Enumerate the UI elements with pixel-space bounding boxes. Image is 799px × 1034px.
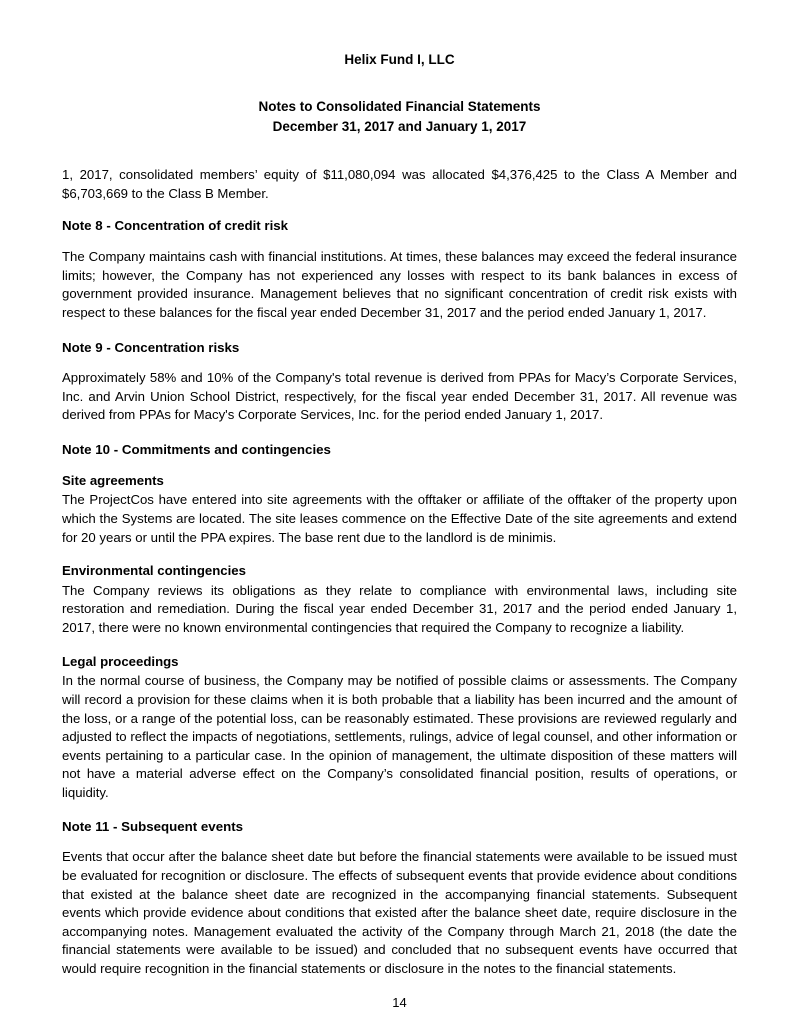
legal-proceedings-heading: Legal proceedings: [62, 653, 179, 669]
document-body: [62, 166, 737, 978]
note-10-site-agreements: [62, 472, 737, 547]
environmental-contingencies-paragraph: The Company reviews its obligations as they relate to compliance with environmental laws, including site restoration and remediation. During the fiscal year ended December 31, 2017 and the period ended January 1, 2017, there were no known environmental contingencies that required the Company to recognize a liability.: [62, 582, 737, 636]
note-10-heading: Note 10 - Commitments and contingencies: [62, 442, 331, 458]
document-header-title: [62, 97, 737, 136]
page-number: 14: [392, 995, 407, 1010]
document-company-title: Helix Fund I, LLC: [344, 52, 455, 67]
note-9-paragraph: Approximately 58% and 10% of the Company's total revenue is derived from PPAs for Macy’s Corporate Services, Inc. and Arvin Union School District, respectively, for the fiscal year ended December 31, 2017. All revenue was derived from PPAs for Macy's Corporate Services, Inc. for the period ended January 1, 2017.: [62, 370, 737, 423]
document-header-line-2: December 31, 2017 and January 1, 2017: [272, 118, 527, 134]
site-agreements-heading: Site agreements: [62, 472, 164, 488]
note-8-paragraph: The Company maintains cash with financial institutions. At times, these balances may exceed the federal insurance limits; however, the Company has not experienced any losses with respect to its bank balances in excess of government provided insurance. Management believes that no significant concentration of credit risk exists with respect to these balances for the fiscal year ended December 31, 2017 and the period ended January 1, 2017.: [62, 249, 737, 320]
note-11-paragraph: Events that occur after the balance sheet date but before the financial statements were available to be issued must be evaluated for recognition or disclosure. The effects of subsequent events that provide evidence about conditions that existed at the balance sheet date are recognized in the accompanying financial statements. Subsequent events which provide evidence about conditions that existed after the balance sheet date, require disclosure in the accompanying notes. Management evaluated the activity of the Company through March 21, 2018 (the date the financial statements were available to be issued) and concluded that no subsequent events have occurred that would require recognition in the financial statements or disclosure in the notes to the financial statements.: [62, 849, 737, 976]
note-10-legal-proceedings: [62, 653, 737, 803]
continued-paragraph: 1, 2017, consolidated members’ equity of $11,080,094 was allocated $4,376,425 to the Class A Member and $6,703,669 to the Class B Member.: [62, 167, 737, 201]
site-agreements-paragraph: The ProjectCos have entered into site agreements with the offtaker or affiliate of the offtaker of the property upon which the Systems are located. The site leases commence on the Effective Date of the site agreements and extend for 20 years or until the PPA expires. The base rent due to the landlord is de minimis.: [62, 492, 737, 545]
note-11-heading: Note 11 - Subsequent events: [62, 818, 244, 834]
note-10-environmental-contingencies: [62, 562, 737, 637]
note-8-heading: Note 8 - Concentration of credit risk: [62, 218, 289, 234]
document-header-line-1: Notes to Consolidated Financial Statements: [258, 99, 541, 114]
environmental-contingencies-heading: Environmental contingencies: [62, 563, 246, 579]
legal-proceedings-paragraph: In the normal course of business, the Company may be notified of possible claims or assessments. The Company will record a provision for these claims when it is both probable that a liability has been incurred and the amount of the loss, or a range of the potential loss, can be reasonably estimated. These provisions are reviewed regularly and adjusted to reflect the impacts of negotiations, settlements, rulings, advice of legal counsel, and other information or events pertaining to a particular case. In the opinion of management, the ultimate disposition of these matters will not have a material adverse effect on the Company’s consolidated financial position, results of operations, or liquidity.: [62, 673, 737, 800]
note-9-heading: Note 9 - Concentration risks: [62, 339, 240, 355]
